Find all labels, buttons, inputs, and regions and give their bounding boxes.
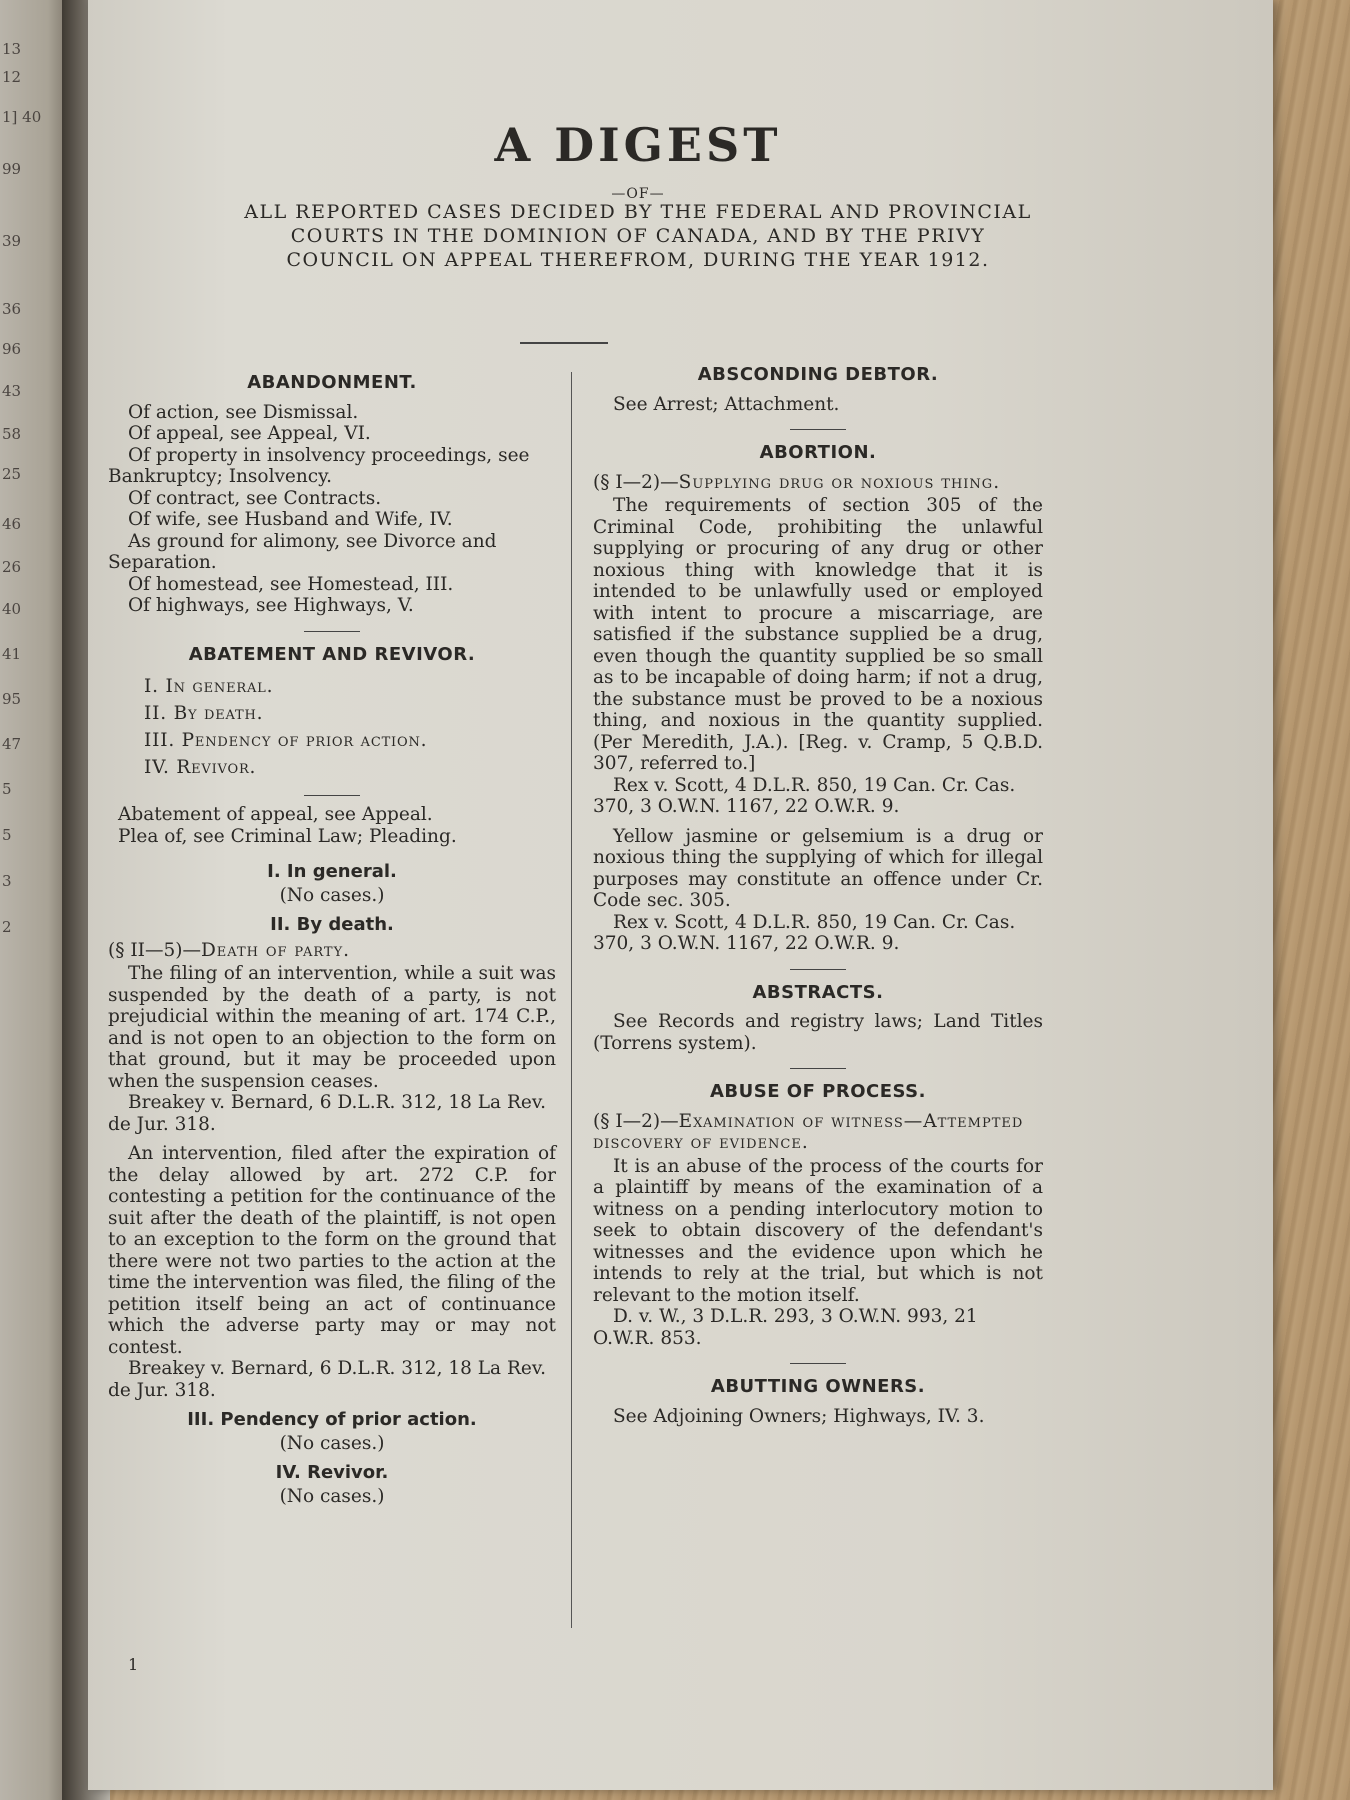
section-reference: (§ I—2)—Supplying drug or noxious thing. (593, 471, 1001, 493)
subheading-general: I. In general. (267, 861, 397, 882)
subheading-pendency: III. Pendency of prior action. (187, 1409, 477, 1430)
section-rule (304, 631, 360, 632)
entry: Of property in insolvency proceedings, see Bankruptcy; Insolvency. (108, 444, 530, 487)
heading-abutting-owners: ABUTTING OWNERS. (710, 1376, 926, 1397)
entry: Of action, see Dismissal. (128, 401, 359, 423)
entry: As ground for alimony, see Divorce and Separation. (108, 530, 497, 573)
digest-paragraph: The filing of an intervention, while a suit was suspended by the death of a party, is not prejudicial within the meaning of art. 174 C.P., and is not open to an objection to the form on that ground, but it may be proceeded upon when the suspension ceases. (108, 963, 556, 1092)
digest-paragraph: The requirements of section 305 of the Criminal Code, prohibiting the unlawful supplying or procuring of any drug or other noxious thing with knowledge that it is intended to be unlawfully used or employed with intent to procure a miscarriage, are satisfied if the substance supplied be a drug, even though the quantity supplied be so small as to be incapable of doing harm; if not a drug, the substance must be proved to be a noxious thing, and noxious in the quantity supplied. (Per Meredith, J.A.). [Reg. v. Cramp, 5 Q.B.D. 307, referred to.] (593, 495, 1043, 774)
outline-item: IV. Revivor. (144, 757, 257, 778)
heading-abatement: ABATEMENT AND REVIVOR. (188, 643, 476, 665)
left-column (108, 360, 556, 1513)
digest-paragraph: Yellow jasmine or gelsemium is a drug or noxious thing the supplying of which for illegal purposes may constitute an offence under Cr. Code sec. 305. (593, 825, 1043, 911)
entry: Of wife, see Husband and Wife, IV. (128, 509, 453, 530)
heading-abortion: ABORTION. (759, 442, 877, 463)
book-page (88, 0, 1273, 1790)
heading-absconding-debtor: ABSCONDING DEBTOR. (697, 364, 939, 385)
section-rule (790, 429, 846, 430)
entry: See Records and registry laws; Land Titles (Torrens system). (593, 1011, 1043, 1054)
section-reference: (§ I—2)—Examination of witness—Attempted discovery of evidence. (593, 1110, 1024, 1153)
margin-text: 3 (2, 872, 12, 890)
case-citation: D. v. W., 3 D.L.R. 293, 3 O.W.N. 993, 21 O.W.R. 853. (593, 1306, 978, 1349)
section-rule (790, 1363, 846, 1364)
entry: See Arrest; Attachment. (613, 393, 840, 415)
right-column (593, 360, 1043, 1427)
section-rule (304, 795, 360, 796)
heading-abstracts: ABSTRACTS. (752, 981, 884, 1003)
margin-text: 39 (2, 232, 22, 250)
margin-text: 58 (2, 425, 22, 443)
title-rule (520, 342, 608, 344)
digest-paragraph: An intervention, filed after the expiration of the delay allowed by art. 272 C.P. for contesting a petition for the continuance of the suit after the death of the plaintiff, is not open to an exception to the form on the ground that there were not two parties to the action at the time the intervention was filed, the filing of the petition itself being an act of continuance which the adverse party may or may not contest. (108, 1143, 556, 1358)
heading-abuse-of-process: ABUSE OF PROCESS. (710, 1081, 926, 1102)
margin-text: 1] 40 (2, 108, 42, 126)
case-citation: Rex v. Scott, 4 D.L.R. 850, 19 Can. Cr. Cas. 370, 3 O.W.N. 1167, 22 O.W.R. 9. (593, 911, 1016, 954)
margin-text: 5 (2, 826, 12, 844)
outline-item: III. Pendency of prior action. (144, 730, 428, 751)
margin-text: 2 (2, 918, 12, 936)
entry: See Adjoining Owners; Highways, IV. 3. (613, 1405, 985, 1427)
margin-text: 36 (2, 300, 22, 318)
entry: Of appeal, see Appeal, VI. (128, 423, 371, 444)
margin-text: 43 (2, 382, 22, 400)
margin-text: 46 (2, 515, 22, 533)
subheading-revivor: IV. Revivor. (275, 1462, 389, 1483)
no-cases-note: (No cases.) (279, 884, 385, 906)
outline-item: II. By death. (144, 703, 264, 724)
entry: Of contract, see Contracts. (128, 487, 382, 509)
title-connector: —OF— (611, 186, 665, 202)
heading-abandonment: ABANDONMENT. (247, 372, 417, 393)
section-rule (790, 1068, 846, 1069)
margin-text: 47 (2, 735, 22, 753)
entry: Plea of, see Criminal Law; Pleading. (118, 825, 457, 847)
case-citation: Rex v. Scott, 4 D.L.R. 850, 19 Can. Cr. Cas. 370, 3 O.W.N. 1167, 22 O.W.R. 9. (593, 774, 1016, 817)
digest-paragraph: It is an abuse of the process of the courts for a plaintiff by means of the examination of a witness on a pending interlocutory motion to seek to obtain discovery of the defendant's witnesses and the evidence upon which he intends to rely at the trial, but which is not relevant to the motion itself. (593, 1155, 1043, 1306)
page-title: A DIGEST (494, 118, 782, 172)
margin-text: 96 (2, 340, 22, 358)
margin-text: 26 (2, 558, 22, 576)
margin-text: 95 (2, 690, 22, 708)
margin-text: 40 (2, 600, 22, 618)
subheading-death: II. By death. (270, 914, 394, 935)
column-divider (571, 372, 572, 1628)
no-cases-note: (No cases.) (279, 1432, 385, 1454)
margin-text: 99 (2, 160, 22, 178)
margin-text: 41 (2, 645, 22, 663)
case-citation: Breakey v. Bernard, 6 D.L.R. 312, 18 La Rev. de Jur. 318. (108, 1092, 546, 1135)
margin-text: 13 (2, 40, 22, 58)
margin-text: 12 (2, 68, 22, 86)
entry: Of highways, see Highways, V. (128, 595, 414, 616)
entry: Of homestead, see Homestead, III. (128, 573, 454, 595)
section-rule (790, 969, 846, 970)
page-number: 1 (128, 1655, 139, 1674)
margin-text: 25 (2, 465, 22, 483)
case-citation: Breakey v. Bernard, 6 D.L.R. 312, 18 La Rev. de Jur. 318. (108, 1358, 546, 1401)
entry: Abatement of appeal, see Appeal. (118, 804, 433, 825)
page-subtitle: ALL REPORTED CASES DECIDED BY THE FEDERAL AND PROVINCIAL COURTS IN THE DOMINION OF CANADA, AND BY THE PRIVY COUNCIL ON APPEAL THEREFROM, DURING THE YEAR 1912. (244, 201, 1032, 271)
outline-item: I. In general. (144, 676, 274, 697)
no-cases-note: (No cases.) (279, 1485, 385, 1507)
section-reference: (§ II—5)—Death of party. (108, 939, 351, 961)
outline-list (108, 673, 556, 781)
margin-text: 5 (2, 780, 12, 798)
